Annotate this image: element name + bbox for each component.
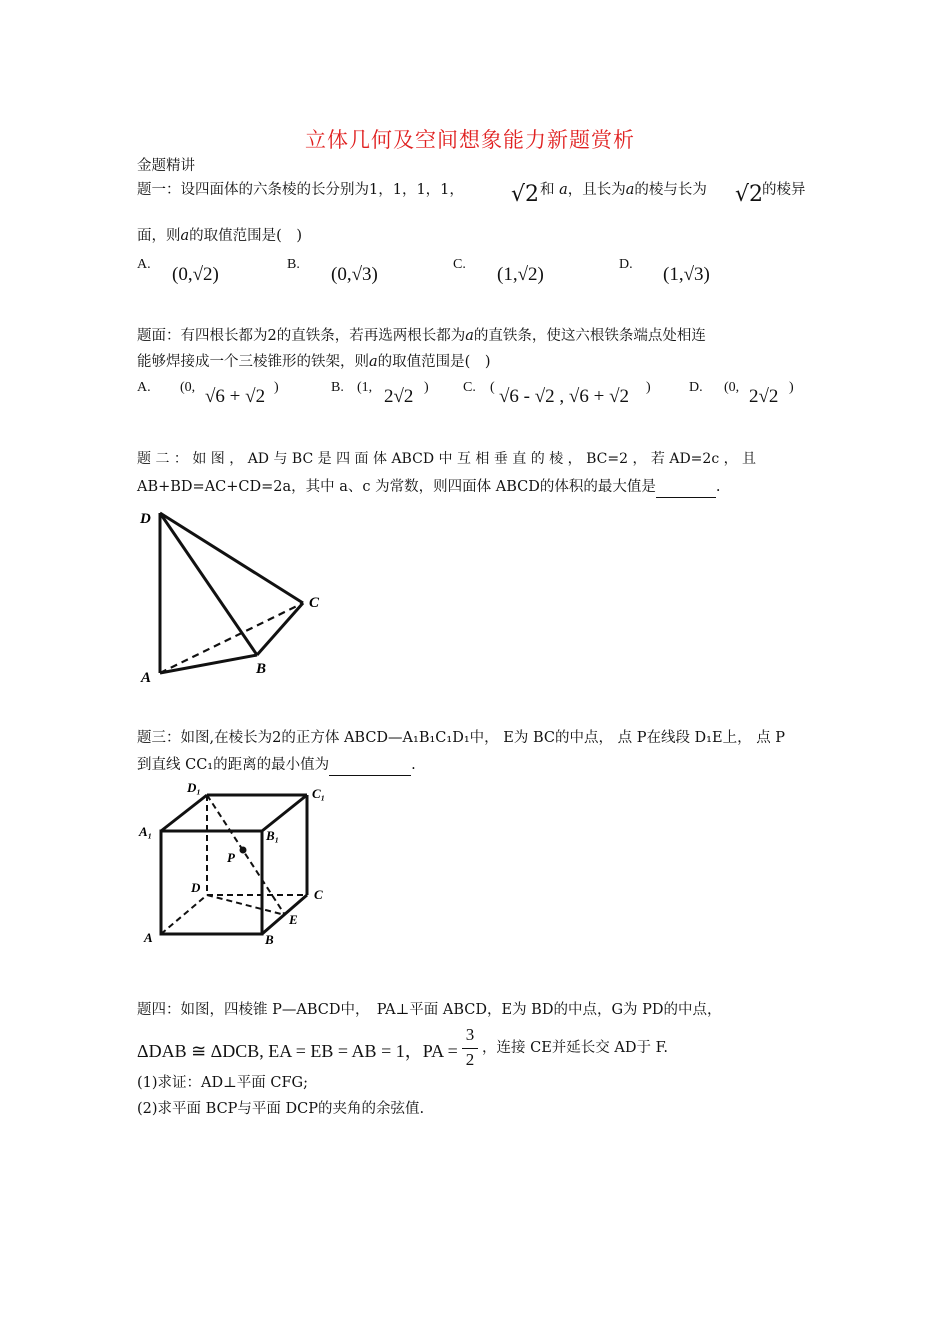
q1-text-e: 的棱异 xyxy=(762,182,806,198)
q1b-text-a: 题面：有四根长都为2的直铁条，若再选两根长都为 xyxy=(137,328,466,344)
label-d1: D₁ xyxy=(187,780,201,795)
label-c: C xyxy=(314,887,323,902)
page-title: 立体几何及空间想象能力新题赏析 xyxy=(305,128,635,152)
q1-var-a2: a xyxy=(625,182,635,198)
label-a1: A₁ xyxy=(139,824,153,839)
edge-b1c1 xyxy=(262,795,307,831)
label-d: D xyxy=(140,511,151,527)
q1-option-b-letter: B. xyxy=(287,257,300,272)
q3-line2-text: 到直线 CC₁的距离的最小值为 xyxy=(137,757,330,773)
q1b-option-b-letter: B. xyxy=(331,380,344,395)
q1-text-c: ，且长为 xyxy=(567,182,626,198)
label-c1: C₁ xyxy=(312,786,326,801)
q1b-option-d-post: ) xyxy=(789,380,794,395)
edge-bc xyxy=(257,603,303,655)
q1b-option-c-pre: ( xyxy=(490,380,495,395)
q1b-option-b-pre: (1, xyxy=(357,380,373,395)
label-b: B xyxy=(256,661,267,677)
q3-cube-figure xyxy=(135,778,340,948)
q4-frac-den: 2 xyxy=(465,1050,475,1069)
q1b-option-c-letter: C. xyxy=(463,380,476,395)
q1-option-b-value: (0,√3) xyxy=(331,264,378,285)
q1-option-a-value: (0,√2) xyxy=(172,264,219,285)
q1-option-d-letter: D. xyxy=(619,257,633,272)
q1b-option-a-value: √6 + √2 xyxy=(205,386,266,407)
label-b: B xyxy=(265,932,274,947)
point-p xyxy=(240,847,247,854)
q1-sqrt2-b: √2 xyxy=(735,182,764,207)
edge-a1d1 xyxy=(161,795,207,831)
q1b-option-c-post: ) xyxy=(646,380,651,395)
label-b1: B₁ xyxy=(266,828,280,843)
q1b-option-a-pre: (0, xyxy=(180,380,196,395)
label-a: A xyxy=(144,930,153,945)
q4-formula: ΔDAB ≅ ΔDCB, EA = EB = AB = 1，PA = xyxy=(137,1041,458,1061)
q2-end: . xyxy=(715,479,721,495)
label-e: E xyxy=(289,912,298,927)
q1-text-b: 和 xyxy=(540,182,555,198)
q2-line2 xyxy=(137,477,720,498)
q1b-option-a-post: ) xyxy=(274,380,279,395)
q4-frac-bar xyxy=(462,1048,478,1049)
q3-line2 xyxy=(137,755,416,776)
q1b-line1 xyxy=(137,326,706,346)
q1b-line2-a: 能够焊接成一个三棱锥形的铁架，则 xyxy=(137,354,369,370)
q1-var-a3: a xyxy=(180,228,190,244)
edge-db xyxy=(160,513,257,655)
q3-end: . xyxy=(411,757,416,773)
q4-line2-b: ，连接 CE并延长交 AD于 F. xyxy=(482,1040,669,1056)
q1-line1-b xyxy=(540,180,707,200)
q4-frac-num: 3 xyxy=(465,1025,475,1044)
q1-line1 xyxy=(137,180,464,200)
q1b-line2-b: 的取值范围是( ) xyxy=(377,354,491,370)
q4-sub1: (1)求证：AD⊥平面 CFG; xyxy=(137,1075,309,1091)
q2-line2-text: AB+BD=AC+CD=2a，其中 a、c 为常数，则四面体 ABCD的体积的最大值是 xyxy=(137,479,656,495)
q1-option-a-letter: A. xyxy=(137,257,151,272)
q1-text-d: 的棱与长为 xyxy=(634,182,707,198)
q1-var-a: a xyxy=(559,182,568,198)
q1b-option-b-post: ) xyxy=(424,380,429,395)
label-c: C xyxy=(309,595,320,611)
q1-line2-b: 的取值范围是( ) xyxy=(189,228,302,244)
q4-line1: 题四：如图，四棱锥 P—ABCD中， PA⊥平面 ABCD，E为 BD的中点，G为 PD的中点， xyxy=(137,1002,722,1018)
q1b-option-b-value: 2√2 xyxy=(384,386,414,407)
edge-ad-hidden xyxy=(161,895,207,934)
q1-option-c-value: (1,√2) xyxy=(497,264,544,285)
q1b-option-a-letter: A. xyxy=(137,380,151,395)
cube-front-face xyxy=(161,831,262,934)
q1b-option-d-value: 2√2 xyxy=(749,386,779,407)
q2-answer-blank[interactable] xyxy=(656,477,716,498)
q1b-option-c-value: √6 - √2 , √6 + √2 xyxy=(499,386,630,407)
q1b-line2 xyxy=(137,352,490,372)
label-p: P xyxy=(227,850,235,865)
q1-sqrt2-a: √2 xyxy=(511,182,540,207)
edge-ac-hidden xyxy=(160,603,303,673)
q1-line2-a: 面，则 xyxy=(137,228,181,244)
label-a: A xyxy=(141,670,152,686)
q2-tetrahedron-figure xyxy=(135,505,335,690)
section-heading: 金题精讲 xyxy=(137,158,195,174)
q1b-option-d-letter: D. xyxy=(689,380,703,395)
q1b-var-a2: a xyxy=(369,354,378,370)
q1b-option-d-pre: (0, xyxy=(724,380,740,395)
q3-line1: 题三：如图,在棱长为2的正方体 ABCD—A₁B₁C₁D₁中， E为 BC的中点， 点 P在线段 D₁E上， 点 P xyxy=(137,730,786,746)
edge-dc xyxy=(160,513,303,603)
q3-answer-blank[interactable] xyxy=(329,755,411,776)
q1-line2 xyxy=(137,226,302,246)
q2-line1: 题 二 ： 如 图 ， AD 与 BC 是 四 面 体 ABCD 中 互 相 垂 直 的 棱 ， BC=2 ， 若 AD=2c ， 且 xyxy=(137,451,757,467)
label-d: D xyxy=(191,880,201,895)
q1-text-a: 题一：设四面体的六条棱的长分别为1，1，1，1， xyxy=(137,182,464,198)
q1-option-c-letter: C. xyxy=(453,257,466,272)
q1b-var-a: a xyxy=(465,328,474,344)
q1-option-d-value: (1,√3) xyxy=(663,264,710,285)
q4-sub2: (2)求平面 BCP与平面 DCP的夹角的余弦值. xyxy=(137,1101,425,1117)
edge-ab xyxy=(160,655,257,673)
q1b-text-b: 的直铁条，使这六根铁条端点处相连 xyxy=(473,328,706,344)
